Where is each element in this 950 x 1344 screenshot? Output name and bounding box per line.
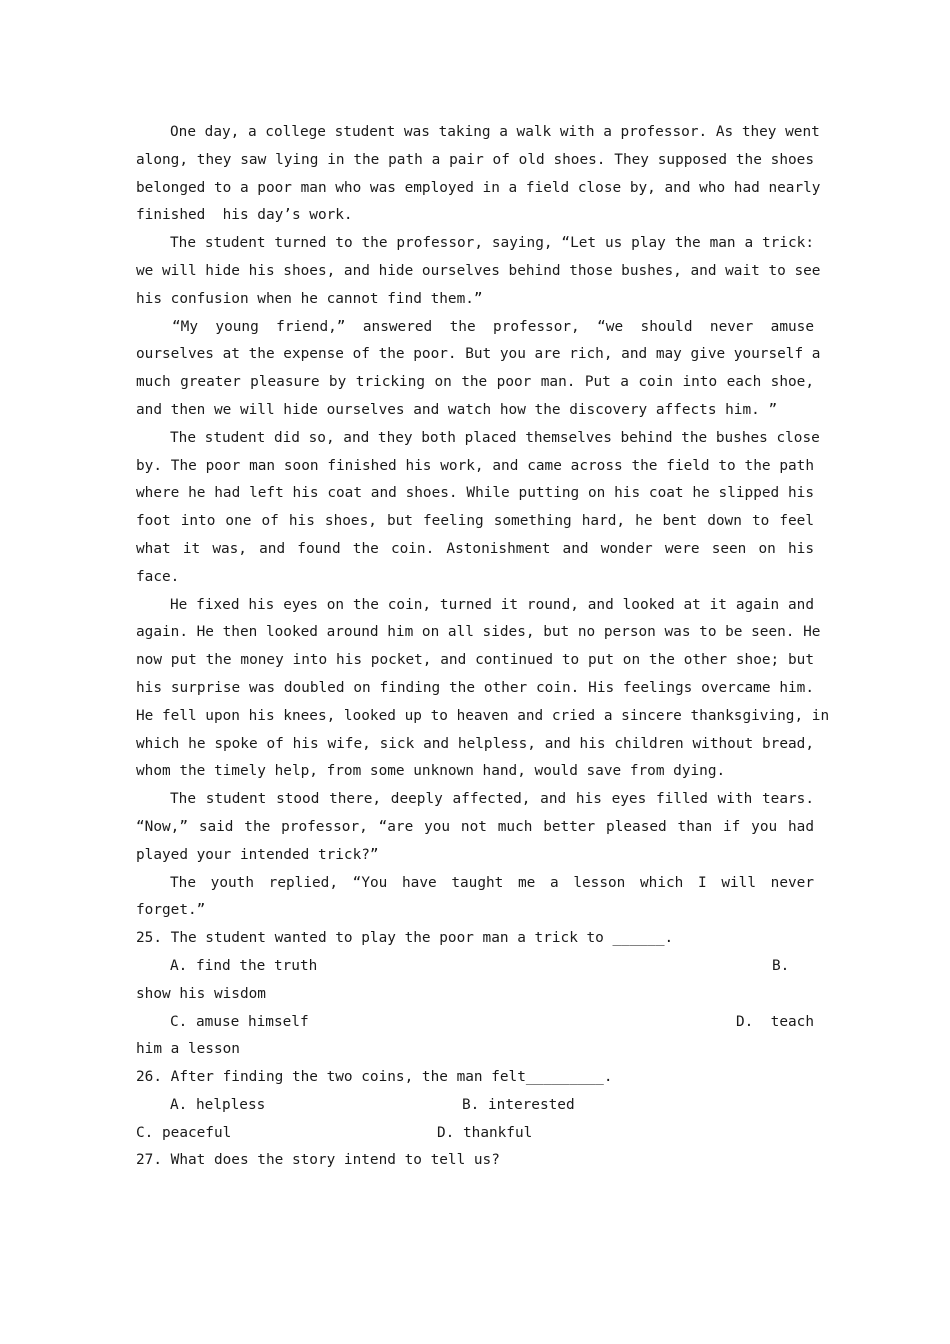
options-row	[136, 1009, 814, 1037]
options-row	[136, 953, 814, 981]
text-column	[136, 119, 830, 1175]
text-line: ourselves at the expense of the poor. But you are rich, and may give yourself a	[136, 346, 821, 363]
text-line: “Now,” said the professor, “are you not much better pleased than if you had	[136, 818, 814, 835]
text-line: “My young friend,” answered the professor, “we should never amuse	[172, 318, 814, 335]
paragraph-7	[136, 870, 814, 926]
text-line: we will hide his shoes, and hide ourselves behind those bushes, and wait to see	[136, 262, 821, 279]
text-line: finished his day’s work.	[136, 207, 353, 224]
question-stem: 26. After finding the two coins, the man felt_________.	[136, 1069, 613, 1086]
question-26	[136, 1064, 814, 1147]
text-line: One day, a college student was taking a walk with a professor. As they went	[170, 124, 820, 140]
text-line: and then we will hide ourselves and watch how the discovery affects him. ”	[136, 401, 778, 418]
text-line: which he spoke of his wife, sick and helpless, and his children without bread,	[136, 735, 814, 752]
option-b-text: show his wisdom	[136, 985, 266, 1002]
option-b: B. interested	[462, 1096, 575, 1113]
text-line: forget.”	[136, 902, 206, 919]
paragraph-2	[136, 230, 821, 313]
options-row	[136, 1120, 814, 1148]
option-d-text: him a lesson	[136, 1041, 240, 1058]
paragraph-4	[136, 425, 820, 592]
text-line: his confusion when he cannot find them.”	[136, 290, 483, 307]
question-stem: 25. The student wanted to play the poor man a trick to ______.	[136, 930, 674, 947]
text-line: along, they saw lying in the path a pair of old shoes. They supposed the shoes	[136, 151, 814, 168]
text-line: whom the timely help, from some unknown hand, would save from dying.	[136, 763, 726, 780]
text-line: The student turned to the professor, saying, “Let us play the man a trick:	[170, 235, 814, 252]
text-line: again. He then looked around him on all sides, but no person was to be seen. He	[136, 624, 821, 641]
option-d: D. thankful	[437, 1124, 533, 1141]
text-line: much greater pleasure by tricking on the poor man. Put a coin into each shoe,	[136, 374, 814, 391]
text-line: now put the money into his pocket, and continued to put on the other shoe; but	[136, 652, 814, 669]
text-line: belonged to a poor man who was employed in a field close by, and who had nearly	[136, 179, 821, 196]
option-c: C. peaceful	[136, 1124, 232, 1141]
text-line: by. The poor man soon finished his work, and came across the field to the path	[136, 457, 814, 474]
text-line: The youth replied, “You have taught me a lesson which I will never	[170, 874, 814, 891]
text-line: what it was, and found the coin. Astonishment and wonder were seen on his	[136, 540, 814, 557]
paragraph-5	[136, 592, 830, 787]
text-line: his surprise was doubled on finding the other coin. His feelings overcame him.	[136, 679, 814, 696]
option-d-label: D. teach	[736, 1013, 814, 1030]
option-c: C. amuse himself	[170, 1013, 309, 1030]
option-a: A. helpless	[170, 1096, 266, 1113]
text-line: played your intended trick?”	[136, 846, 379, 863]
option-a: A. find the truth	[170, 957, 318, 974]
text-line: He fell upon his knees, looked up to heaven and cried a sincere thanksgiving, in	[136, 707, 830, 724]
question-stem: 27. What does the story intend to tell us?	[136, 1152, 500, 1169]
paragraph-6	[136, 786, 814, 869]
text-line: The student stood there, deeply affected, and his eyes filled with tears.	[170, 791, 814, 808]
text-line: The student did so, and they both placed themselves behind the bushes close	[170, 429, 820, 446]
text-line: He fixed his eyes on the coin, turned it round, and looked at it again and	[170, 596, 814, 613]
text-line: where he had left his coat and shoes. While putting on his coat he slipped his	[136, 485, 814, 502]
question-25	[136, 925, 814, 1064]
options-row	[136, 1092, 814, 1120]
paragraph-1	[136, 119, 821, 230]
paragraph-3	[136, 314, 821, 425]
text-line: face.	[136, 568, 180, 585]
option-b-label: B.	[772, 957, 790, 974]
question-27	[136, 1147, 814, 1175]
text-line: foot into one of his shoes, but feeling something hard, he bent down to feel	[136, 513, 814, 530]
